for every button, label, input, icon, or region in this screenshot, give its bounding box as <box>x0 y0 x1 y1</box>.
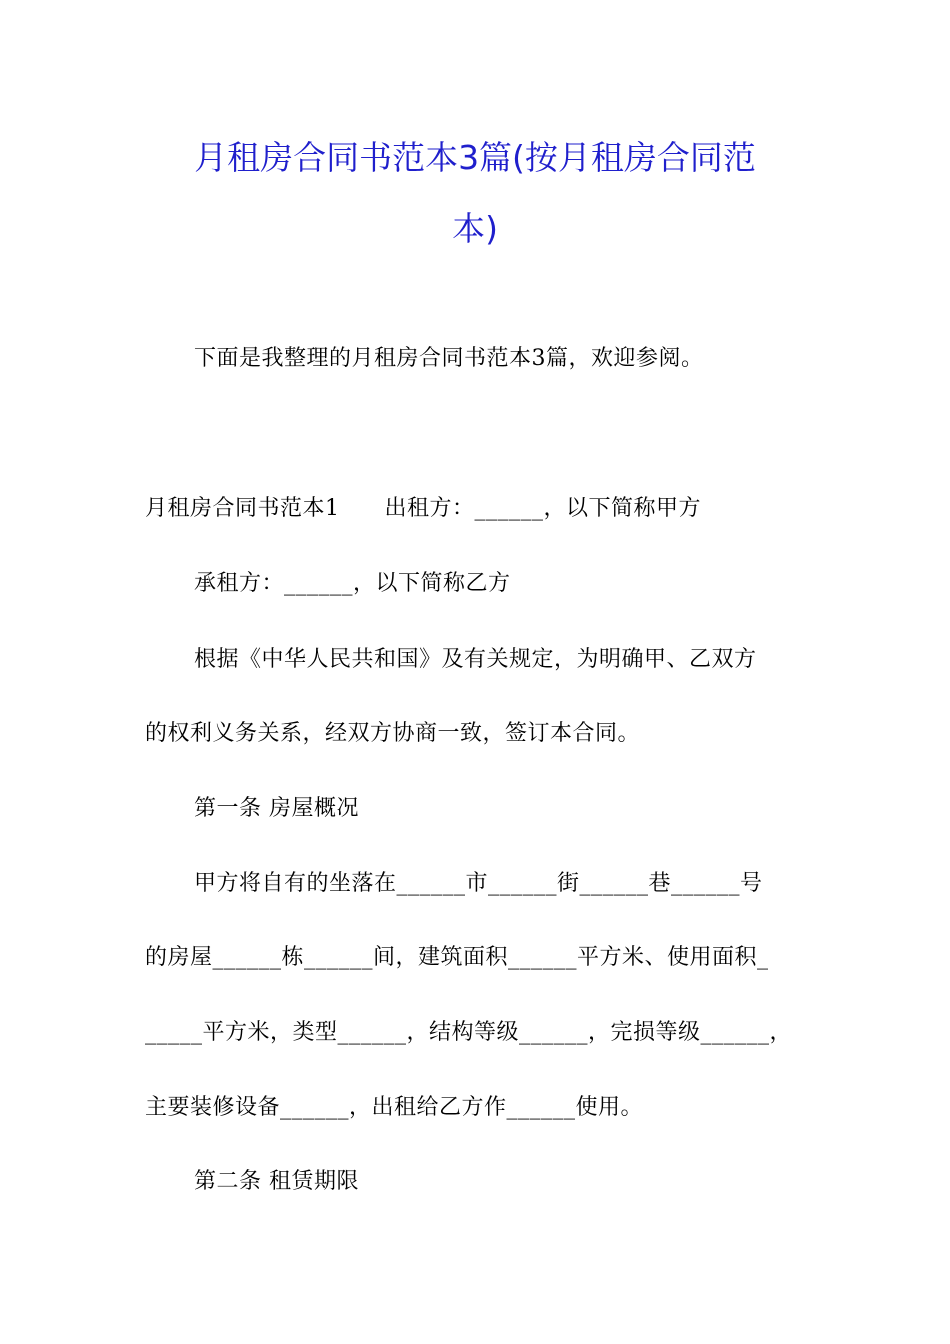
article-2-heading: 第二条 租赁期限 <box>194 1169 359 1194</box>
article-1-line-1: 甲方将自有的坐落在______市______街______巷______号 <box>194 871 763 896</box>
document-title-line-1: 月租房合同书范本3篇(按月租房合同范 <box>194 138 756 177</box>
article-1-heading: 第一条 房屋概况 <box>194 796 359 821</box>
article-1-line-2: 的房屋______栋______间，建筑面积______平方米、使用面积_ <box>145 945 769 970</box>
sample-1-lessor-line: 月租房合同书范本1 出租方：______，以下简称甲方 <box>145 496 701 521</box>
basis-paragraph-line-2: 的权利义务关系，经双方协商一致，签订本合同。 <box>145 721 641 746</box>
basis-paragraph-line-1: 根据《中华人民共和国》及有关规定，为明确甲、乙双方 <box>194 647 757 672</box>
lessee-line: 承租方：______，以下简称乙方 <box>194 571 511 596</box>
article-1-line-4: 主要装修设备______，出租给乙方作______使用。 <box>145 1095 644 1120</box>
document-title-line-2: 本) <box>452 209 498 248</box>
article-1-line-3: _____平方米，类型______，结构等级______，完损等级______， <box>145 1020 793 1045</box>
intro-paragraph: 下面是我整理的月租房合同书范本3篇，欢迎参阅。 <box>194 346 704 371</box>
